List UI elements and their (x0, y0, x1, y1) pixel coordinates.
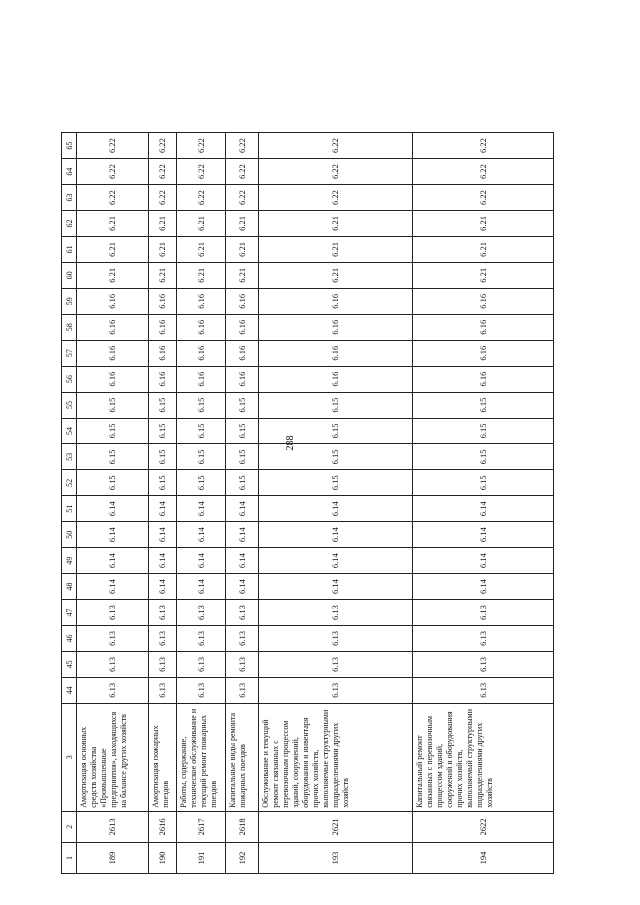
value-cell: 6.21 (77, 211, 149, 237)
value-cell: 6.15 (77, 444, 149, 470)
value-cell: 6.13 (412, 626, 553, 652)
value-cell: 6.14 (412, 548, 553, 574)
value-cell: 6.13 (226, 600, 259, 626)
column-header: 44 (62, 677, 77, 703)
value-cell: 6.14 (77, 496, 149, 522)
header-row (62, 133, 77, 874)
value-cell: 6.21 (412, 211, 553, 237)
description-cell: Капитальный ремонт связанных с перевозочным процессом зданий, сооружений и оборудования прочих хозяйств, выполняемый структурными подразделениями других хозяйств (412, 703, 553, 811)
value-cell: 6.15 (226, 392, 259, 418)
value-cell: 6.16 (148, 340, 177, 366)
column-header: 59 (62, 288, 77, 314)
value-cell: 6.16 (412, 340, 553, 366)
value-cell: 6.16 (226, 288, 259, 314)
column-header: 53 (62, 444, 77, 470)
column-header: 64 (62, 159, 77, 185)
value-cell: 6.15 (412, 418, 553, 444)
value-cell: 6.14 (177, 548, 226, 574)
column-header: 1 (62, 842, 77, 873)
value-cell: 6.22 (226, 185, 259, 211)
value-cell: 6.13 (259, 600, 413, 626)
column-header: 54 (62, 418, 77, 444)
account-code-cell: 2613 (77, 811, 149, 842)
value-cell: 6.15 (412, 470, 553, 496)
account-code-cell: 2617 (177, 811, 226, 842)
value-cell: 6.13 (177, 626, 226, 652)
value-cell: 6.21 (226, 262, 259, 288)
value-cell: 6.13 (259, 651, 413, 677)
value-cell: 6.14 (412, 574, 553, 600)
value-cell: 6.14 (259, 522, 413, 548)
value-cell: 6.15 (148, 418, 177, 444)
rate-table (61, 132, 554, 874)
description-cell: Работы, содержание, техническое обслуживание и текущий ремонт пожарных поездов (177, 703, 226, 811)
value-cell: 6.14 (77, 522, 149, 548)
column-header: 62 (62, 211, 77, 237)
value-cell: 6.21 (177, 236, 226, 262)
column-header: 50 (62, 522, 77, 548)
value-cell: 6.16 (412, 288, 553, 314)
column-header: 56 (62, 366, 77, 392)
value-cell: 6.21 (148, 211, 177, 237)
table-row (177, 133, 226, 874)
value-cell: 6.14 (226, 496, 259, 522)
value-cell: 6.15 (259, 470, 413, 496)
value-cell: 6.14 (259, 496, 413, 522)
value-cell: 6.21 (259, 236, 413, 262)
value-cell: 6.16 (177, 366, 226, 392)
value-cell: 6.15 (226, 470, 259, 496)
value-cell: 6.14 (412, 496, 553, 522)
value-cell: 6.13 (412, 651, 553, 677)
description-cell: Обслуживание и текущий ремонт связанных с перевозочным процессом зданий, сооружений, оборудования и инвентаря прочих хозяйств, выполняемые структурными подразделениями других хозяйств (259, 703, 413, 811)
account-code-cell: 2621 (259, 811, 413, 842)
value-cell: 6.14 (226, 548, 259, 574)
column-header: 47 (62, 600, 77, 626)
value-cell: 6.14 (412, 522, 553, 548)
value-cell: 6.15 (177, 444, 226, 470)
value-cell: 6.16 (259, 340, 413, 366)
column-header: 65 (62, 133, 77, 159)
value-cell: 6.14 (77, 574, 149, 600)
value-cell: 6.21 (259, 211, 413, 237)
row-number-cell: 194 (412, 842, 553, 873)
value-cell: 6.16 (226, 314, 259, 340)
description-cell: Амортизация пожарных поездов (148, 703, 177, 811)
value-cell: 6.16 (226, 366, 259, 392)
column-header: 57 (62, 340, 77, 366)
value-cell: 6.21 (148, 262, 177, 288)
value-cell: 6.22 (148, 185, 177, 211)
value-cell: 6.14 (226, 522, 259, 548)
value-cell: 6.13 (177, 600, 226, 626)
value-cell: 6.21 (148, 236, 177, 262)
value-cell: 6.15 (177, 392, 226, 418)
value-cell: 6.13 (77, 626, 149, 652)
page-number: 288 (285, 435, 296, 451)
value-cell: 6.22 (177, 133, 226, 159)
value-cell: 6.22 (77, 185, 149, 211)
value-cell: 6.13 (77, 677, 149, 703)
value-cell: 6.14 (148, 496, 177, 522)
value-cell: 6.16 (77, 288, 149, 314)
value-cell: 6.22 (259, 185, 413, 211)
value-cell: 6.22 (148, 133, 177, 159)
value-cell: 6.13 (77, 651, 149, 677)
column-header: 60 (62, 262, 77, 288)
value-cell: 6.15 (148, 392, 177, 418)
value-cell: 6.22 (412, 185, 553, 211)
value-cell: 6.13 (148, 600, 177, 626)
value-cell: 6.13 (259, 677, 413, 703)
value-cell: 6.16 (77, 366, 149, 392)
account-code-cell: 2618 (226, 811, 259, 842)
value-cell: 6.14 (226, 574, 259, 600)
value-cell: 6.15 (412, 444, 553, 470)
value-cell: 6.15 (77, 470, 149, 496)
value-cell: 6.14 (259, 548, 413, 574)
column-header: 52 (62, 470, 77, 496)
account-code-cell: 2622 (412, 811, 553, 842)
value-cell: 6.16 (148, 288, 177, 314)
value-cell: 6.21 (412, 236, 553, 262)
value-cell: 6.13 (259, 626, 413, 652)
value-cell: 6.14 (177, 496, 226, 522)
value-cell: 6.15 (412, 392, 553, 418)
value-cell: 6.14 (77, 548, 149, 574)
value-cell: 6.22 (177, 159, 226, 185)
row-number-cell: 192 (226, 842, 259, 873)
value-cell: 6.13 (412, 677, 553, 703)
value-cell: 6.14 (148, 548, 177, 574)
column-header: 45 (62, 651, 77, 677)
value-cell: 6.14 (148, 522, 177, 548)
table-body (77, 133, 554, 874)
value-cell: 6.21 (226, 211, 259, 237)
value-cell: 6.21 (412, 262, 553, 288)
column-header: 48 (62, 574, 77, 600)
value-cell: 6.13 (412, 600, 553, 626)
value-cell: 6.21 (77, 236, 149, 262)
value-cell: 6.16 (77, 314, 149, 340)
column-header: 3 (62, 703, 77, 811)
value-cell: 6.16 (226, 340, 259, 366)
row-number-cell: 193 (259, 842, 413, 873)
column-header: 61 (62, 236, 77, 262)
row-number-cell: 191 (177, 842, 226, 873)
value-cell: 6.21 (226, 236, 259, 262)
row-number-cell: 189 (77, 842, 149, 873)
value-cell: 6.16 (412, 366, 553, 392)
value-cell: 6.13 (177, 677, 226, 703)
value-cell: 6.15 (77, 418, 149, 444)
value-cell: 6.16 (77, 340, 149, 366)
value-cell: 6.16 (177, 340, 226, 366)
value-cell: 6.16 (412, 314, 553, 340)
value-cell: 6.22 (226, 133, 259, 159)
value-cell: 6.14 (177, 574, 226, 600)
description-cell: Капитальные виды ремонта пожарных поездов (226, 703, 259, 811)
value-cell: 6.22 (77, 133, 149, 159)
value-cell: 6.16 (259, 288, 413, 314)
value-cell: 6.22 (412, 133, 553, 159)
column-header: 63 (62, 185, 77, 211)
value-cell: 6.21 (177, 262, 226, 288)
value-cell: 6.13 (148, 677, 177, 703)
table-row (226, 133, 259, 874)
table-row (148, 133, 177, 874)
value-cell: 6.15 (259, 418, 413, 444)
value-cell: 6.13 (226, 651, 259, 677)
value-cell: 6.21 (259, 262, 413, 288)
column-header: 46 (62, 626, 77, 652)
value-cell: 6.13 (177, 651, 226, 677)
value-cell: 6.15 (177, 418, 226, 444)
value-cell: 6.22 (259, 159, 413, 185)
table-row (259, 133, 413, 874)
value-cell: 6.13 (226, 677, 259, 703)
column-header: 2 (62, 811, 77, 842)
table-row (412, 133, 553, 874)
value-cell: 6.13 (77, 600, 149, 626)
value-cell: 6.13 (148, 626, 177, 652)
value-cell: 6.22 (259, 133, 413, 159)
value-cell: 6.13 (226, 626, 259, 652)
description-cell: Амортизация основных средств хозяйства «Промышленные предприятия», находящихся на балансе других хозяйств (77, 703, 149, 811)
value-cell: 6.22 (77, 159, 149, 185)
column-header: 51 (62, 496, 77, 522)
value-cell: 6.22 (177, 185, 226, 211)
value-cell: 6.15 (259, 392, 413, 418)
value-cell: 6.15 (77, 392, 149, 418)
value-cell: 6.21 (77, 262, 149, 288)
value-cell: 6.16 (148, 314, 177, 340)
value-cell: 6.14 (148, 574, 177, 600)
value-cell: 6.16 (177, 314, 226, 340)
column-header: 58 (62, 314, 77, 340)
table-row (77, 133, 149, 874)
value-cell: 6.21 (177, 211, 226, 237)
value-cell: 6.15 (148, 444, 177, 470)
value-cell: 6.14 (259, 574, 413, 600)
value-cell: 6.16 (259, 366, 413, 392)
account-code-cell: 2616 (148, 811, 177, 842)
column-header: 55 (62, 392, 77, 418)
value-cell: 6.16 (259, 314, 413, 340)
value-cell: 6.15 (226, 418, 259, 444)
value-cell: 6.22 (412, 159, 553, 185)
value-cell: 6.15 (148, 470, 177, 496)
value-cell: 6.16 (148, 366, 177, 392)
value-cell: 6.22 (148, 159, 177, 185)
value-cell: 6.16 (177, 288, 226, 314)
row-number-cell: 190 (148, 842, 177, 873)
value-cell: 6.14 (177, 522, 226, 548)
value-cell: 6.13 (148, 651, 177, 677)
value-cell: 6.15 (177, 470, 226, 496)
value-cell: 6.22 (226, 159, 259, 185)
column-header: 49 (62, 548, 77, 574)
value-cell: 6.15 (259, 444, 413, 470)
value-cell: 6.15 (226, 444, 259, 470)
